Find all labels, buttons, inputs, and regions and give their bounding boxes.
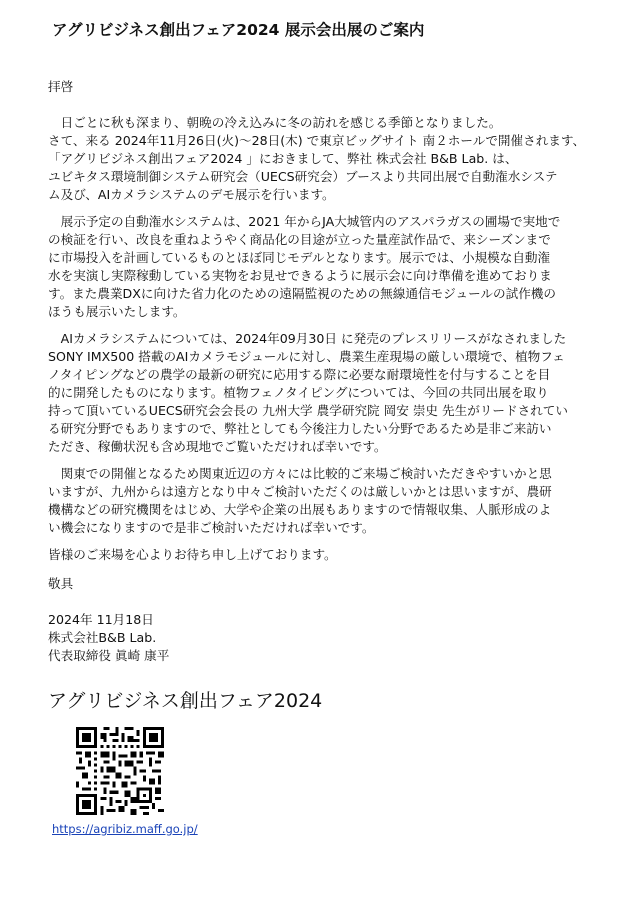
paragraph-1-line-1: 日ごとに秋も深まり、朝晩の冷え込みに冬の訪れを感じる季節となりました。 (48, 115, 502, 130)
paragraph-2-line-5: す。また農業DXに向けた省力化のための遠隔監視のための無線通信モジュールの試作機の (48, 286, 556, 301)
footer-title: アグリビジネス創出フェア2024 (48, 690, 323, 712)
paragraph-3-line-7: ただき、稼働状況も含め現地でご覧いただければ幸いです。 (48, 439, 387, 454)
paragraph-2-line-3: に市場投入を計画しているものとほぼ同じモデルとなります。展示では、小規模な自動潅 (48, 250, 551, 265)
paragraph-2-line-6: ほうも展示いたします。 (48, 304, 186, 319)
paragraph-4-line-1: 関東での開催となるため関東近辺の方々には比較的ご来場ご検討いただきやすいかと思 (48, 466, 552, 481)
signatory: 代表取締役 眞崎 康平 (48, 648, 170, 663)
paragraph-3-line-4: 的に開発したものになります。植物フェノタイピングについては、今回の共同出展を取り (48, 385, 549, 400)
paragraph-2-line-1: 展示予定の自動潅水システムは、2021 年からJA大城管内のアスパラガスの圃場で実地で (48, 214, 561, 229)
paragraph-1-line-3: 「アグリビジネス創出フェア2024 」におきまして、弊社 株式会社 B&B Lab. は、 (48, 151, 518, 166)
letter-date: 2024年 11月18日 (48, 612, 154, 627)
paragraph-1-line-5: ム及び、AIカメラシステムのデモ展示を行います。 (48, 187, 335, 202)
paragraph-3-line-2: SONY IMX500 搭載のAIカメラモジュールに対し、農業生産現場の厳しい環境で、植物フェ (48, 349, 565, 364)
paragraph-1-line-2: さて、来る 2024年11月26日(火)～28日(木) で東京ビッグサイト 南２ホールで開催されます、 (48, 133, 586, 148)
complimentary-close: 敬具 (48, 576, 74, 591)
paragraph-3-line-5: 持って頂いているUECS研究会会長の 九州大学 農学研究院 岡安 崇史 先生がリードされてい (48, 403, 568, 418)
company-name: 株式会社B&B Lab. (48, 630, 157, 645)
paragraph-1-line-4: ユビキタス環境制御システム研究会（UECS研究会）ブースより共同出展で自動潅水システ (48, 169, 558, 184)
paragraph-4-line-4: い機会になりますので是非ご検討いただければ幸いです。 (48, 520, 375, 535)
paragraph-4-line-2: いますが、九州からは遠方となり中々ご検討いただくのは厳しいかとは思いますが、農研 (48, 484, 552, 499)
fair-website-link[interactable]: https://agribiz.maff.go.jp/ (52, 822, 198, 836)
salutation: 拝啓 (48, 79, 74, 94)
paragraph-3-line-6: る研究分野でもありますので、弊社としても今後注力したい分野であるため是非ご来訪い (48, 421, 552, 436)
paragraph-2-line-4: 水を実演し実際稼動している実物をお見せできるように展示会に向け準備を進めておりま (48, 268, 552, 283)
paragraph-3-line-1: AIカメラシステムについては、2024年09月30日 に発売のプレスリリースがなされました (48, 331, 567, 346)
paragraph-3-line-3: ノタイピングなどの農学の最新の研究に応用する際に必要な耐環境性を付与することを目 (48, 367, 551, 382)
paragraph-2-line-2: の検証を行い、改良を重ねようやく商品化の目途が立った量産試作品で、来シーズンまで (48, 232, 551, 247)
document-title: アグリビジネス創出フェア2024 展示会出展のご案内 (52, 21, 425, 39)
paragraph-4-line-3: 機構などの研究機関をはじめ、大学や企業の出展もありますので情報収集、人脈形成のよ (48, 502, 552, 517)
closing-line: 皆様のご来場を心よりお待ち申し上げております。 (48, 547, 337, 562)
qr-code-icon (76, 727, 164, 815)
